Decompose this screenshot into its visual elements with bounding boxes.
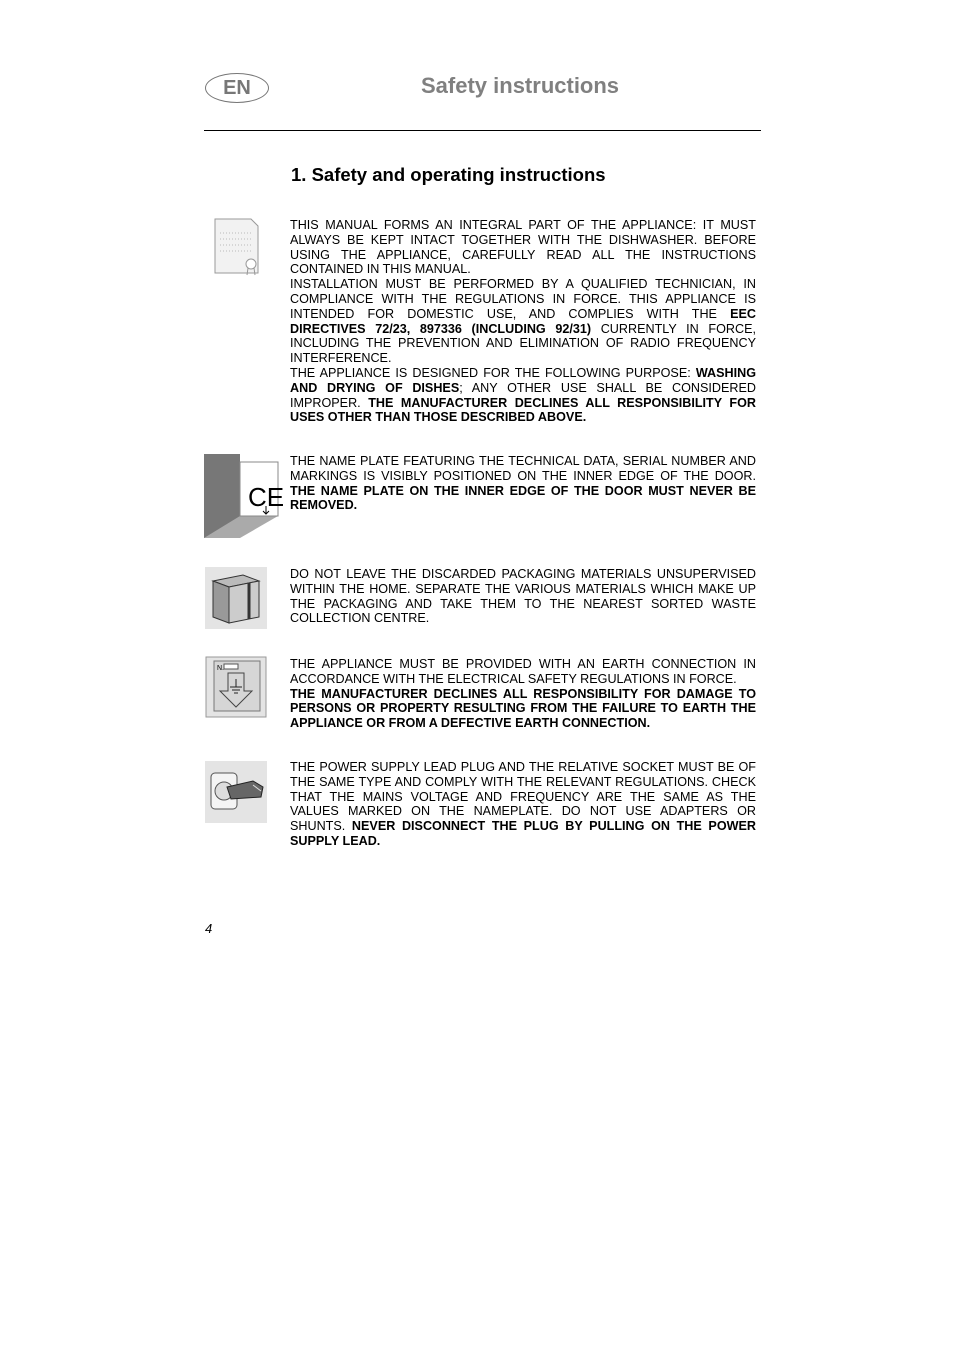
paragraph — [290, 657, 756, 687]
language-badge: EN — [205, 73, 269, 103]
header-divider — [204, 130, 761, 131]
page-header-title: Safety instructions — [421, 73, 620, 98]
safety-block-packaging — [290, 567, 756, 626]
safety-block-power-supply — [290, 760, 756, 849]
text-segment: THE APPLIANCE MUST BE PROVIDED WITH AN EARTH CONNECTION IN ACCORDANCE WITH THE ELECTRICAL SAFETY REGULATIONS IN FORCE. — [290, 657, 756, 686]
manual-document-icon — [213, 217, 261, 279]
bold-text-segment: THE MANUFACTURER DECLINES ALL RESPONSIBILITY FOR USES OTHER THAN THOSE DESCRIBED ABOVE. — [290, 395, 756, 425]
bold-text-segment: NEVER DISCONNECT THE PLUG BY PULLING ON THE POWER SUPPLY LEAD. — [290, 819, 756, 848]
paragraph — [290, 760, 756, 849]
safety-block-name-plate — [290, 454, 756, 513]
bold-text-segment: EEC DIRECTIVES 72/23, 897336 (INCLUDING 92/31) — [290, 306, 756, 336]
text-segment: THE APPLIANCE IS DESIGNED FOR THE FOLLOWING PURPOSE: — [290, 365, 696, 380]
ce-name-plate-icon — [204, 454, 285, 540]
safety-block-earth — [290, 657, 756, 731]
power-plug-icon — [205, 761, 267, 823]
text-segment: DO NOT LEAVE THE DISCARDED PACKAGING MATERIALS UNSUPERVISED WITHIN THE HOME. SEPARATE THE VARIOUS MATERIALS WHICH MAKE UP THE PACKAGING AND TAKE THEM TO THE NEAREST SORTED WASTE COLLECTION CENTRE. — [290, 567, 756, 626]
text-segment: CURRENTLY IN FORCE, INCLUDING THE PREVENTION AND ELIMINATION OF RADIO FREQUENCY INTERFERENCE. — [290, 321, 756, 366]
paragraph — [290, 687, 756, 731]
text-segment: ; ANY OTHER USE SHALL BE CONSIDERED IMPROPER. — [290, 380, 756, 410]
text-segment: THE POWER SUPPLY LEAD PLUG AND THE RELATIVE SOCKET MUST BE OF THE SAME TYPE AND COMPLY WITH THE RELEVANT REGULATIONS. CHECK THAT THE MAINS VOLTAGE AND FREQUENCY ARE THE SAME AS THE VALUES MARKED ON THE NAMEPLATE. DO NOT USE ADAPTERS OR SHUNTS. — [290, 760, 756, 834]
svg-text:CE: CE — [248, 482, 285, 512]
svg-text:N.: N. — [217, 665, 224, 672]
bold-text-segment: WASHING AND DRYING OF DISHES — [290, 365, 756, 395]
safety-block-manual — [290, 218, 756, 425]
paragraph — [290, 366, 756, 425]
packaging-box-icon — [205, 567, 267, 629]
paragraph — [290, 218, 756, 277]
bold-text-segment: THE MANUFACTURER DECLINES ALL RESPONSIBILITY FOR DAMAGE TO PERSONS OR PROPERTY RESULTING FROM THE FAILURE TO EARTH THE APPLIANCE OR FROM A DEFECTIVE EARTH CONNECTION. — [290, 686, 756, 731]
text-segment: THIS MANUAL FORMS AN INTEGRAL PART OF THE APPLIANCE: IT MUST ALWAYS BE KEPT INTACT TOGETHER WITH THE DISHWASHER. BEFORE USING THE APPLIANCE, CAREFULLY READ ALL THE INSTRUCTIONS CONTAINED IN THIS MANUAL. — [290, 218, 756, 277]
paragraph — [290, 567, 756, 626]
text-segment: THE NAME PLATE FEATURING THE TECHNICAL DATA, SERIAL NUMBER AND MARKINGS IS VISIBLY POSITIONED ON THE INNER EDGE OF THE DOOR. — [290, 454, 756, 483]
page-number: 4 — [205, 921, 213, 936]
text-segment: INSTALLATION MUST BE PERFORMED BY A QUALIFIED TECHNICIAN, IN COMPLIANCE WITH THE REGULATIONS IN FORCE. THIS APPLIANCE IS INTENDED FOR DOMESTIC USE, AND COMPLIES WITH THE — [290, 277, 756, 321]
earth-connection-icon — [206, 657, 266, 717]
bold-text-segment: THE NAME PLATE ON THE INNER EDGE OF THE DOOR MUST NEVER BE REMOVED. — [290, 483, 756, 513]
paragraph — [290, 277, 756, 366]
section-title: 1. Safety and operating instructions — [291, 164, 606, 185]
paragraph — [290, 454, 756, 513]
